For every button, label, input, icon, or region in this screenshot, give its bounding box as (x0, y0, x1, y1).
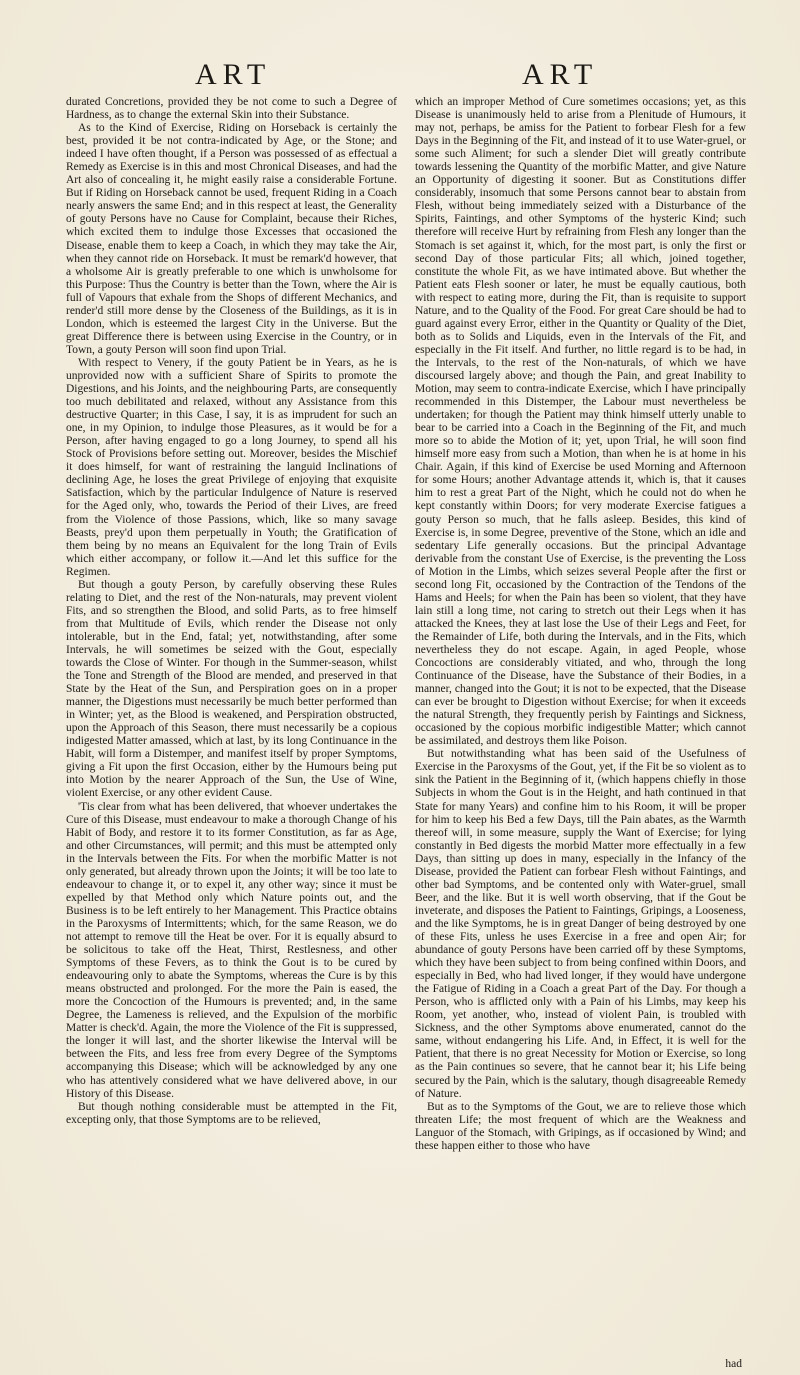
paragraph: 'Tis clear from what has been delivered, that whoever undertakes the Cure of this Disease, must endeavour to make a thorough Change of his Habit of Body, and restore it to its former Constitution, as far as Age, and other Circumstances, will permit; and this must be attempted only in the Intervals between the Fits. For when the morbific Matter is not only generated, but already thrown upon the Joints; it will be too late to endeavour to change it, or to expel it, any other way; since it must be expelled by that Method only which Nature points out, and the Business is to be left entirely to her Management. This Practice obtains in the Paroxysms of Intermittents; which, for the same Reason, we do not attempt to remove till the Heat be over. For it is equally absurd to be solicitous to take off the Heat, Thirst, Restlesness, and other Symptoms of these Fevers, as to think the Gout is to be cured by endeavouring only to abate the Symptoms, whereas the Cure is by this means obstructed and prolonged. For the more the Pain is eased, the more the Concoction of the Humours is prevented; and, in the same Degree, the Lameness is relieved, and the Expulsion of the morbific Matter is check'd. Again, the more the Violence of the Fit is suppressed, the longer it will last, and the shorter likewise the Interval will be between the Fits, and less free from every Degree of the Symptoms accompanying this Disease; which will be acknowledged by any one who has attentively considered what we have delivered above, in our History of this Disease. (66, 800, 397, 1100)
right-column (415, 96, 746, 1358)
paragraph: which an improper Method of Cure sometimes occasions; yet, as this Disease is unanimously held to arise from a Plenitude of Humours, it may not, perhaps, be amiss for the Patient to forbear Flesh for a few Days in the Beginning of the Fit, and instead of it to use Water-gruel, or some such Aliment; for such a slender Diet will greatly contribute towards lessening the Quantity of the morbific Matter, and give Nature an Opportunity of digesting it sooner. But as Constitutions differ considerably, insomuch that some Persons cannot bear to abstain from Flesh, without being immediately seized with a Disturbance of the Spirits, Faintings, and other Symptoms of the hysteric Kind; such therefore will receive Hurt by refraining from Flesh any longer than the Stomach is set against it, which, for the most part, is only the first or second Day of those particular Fits; all which, joined together, constitute the whole Fit, as we have intimated above. But whether the Patient eats Flesh sooner or later, he must be equally cautious, both with respect to eating more, during the Fit, than is requisite to support Nature, and to the Quality of the Food. For great Care should be had to guard against every Error, either in the Quantity or Quality of the Diet, both as to Solids and Liquids, even in the Intervals of the Fit, and especially in the Fit itself. And further, no little regard is to be had, in the Intervals, to the rest of the Non-naturals, of which we have discoursed largely above; and though the Pain, and great Inability to Motion, may seem to contra-indicate Exercise, which I have principally recommended in this Distemper, the Labour must nevertheless be undertaken; for though the Patient may think himself utterly unable to bear to be carried into a Coach in the Beginning of the Fit, and much more so to abide the Motion of it; yet, upon Trial, he will soon find himself more easy from such a Motion, than when he is at home in his Chair. Again, if this kind of Exercise be used Morning and Afternoon for some Hours; another Advantage attends it, which is, that it causes him to rest a great Part of the Night, which he could not do when he kept constantly within Doors; for very moderate Exercise fatigues a gouty Person so much, that he falls asleep. Besides, this kind of Exercise is, in some Degree, preventive of the Stone, which an idle and sedentary Life generally occasions. But the principal Advantage derivable from the constant Use of Exercise, is the preventing the Loss of Motion in the Limbs, which seizes several People after the first or second long Fit, occasioned by the Contraction of the Tendons of the Hams and Heels; for when the Pain has been so violent, that they have lain still a long time, not caring to stretch out their Legs when it has attacked the Knees, they at last lose the Use of their Legs and Feet, for the Remainder of Life, both during the Intervals, and in the Fits, which nevertheless they do not escape. Again, in aged People, whose Concoctions are considerably vitiated, and who, through the long Continuance of the Disease, have the Substance of their Bodies, in a manner, changed into the Gout; it is not to be expected, that the Disease can ever be brought to Digestion without Exercise; for when it exceeds the natural Strength, they frequently perish by Faintings and Sickness, occasioned by the copious morbific indigestible Matter; which cannot be assimilated, and destroys them like Poison. (415, 96, 746, 748)
running-header (0, 58, 800, 94)
left-column (66, 96, 397, 1358)
paragraph: But though a gouty Person, by carefully observing these Rules relating to Diet, and the rest of the Non-naturals, may prevent violent Fits, and so strengthen the Blood, and solid Parts, as to free himself from that Multitude of Evils, which render the Disease not only intolerable, but in the End, fatal; yet, notwithstanding, after some Intervals, he will sometimes be seized with the Gout, especially towards the Close of Winter. For though in the Summer-season, whilst the Tone and Strength of the Blood are mended, and preserved in that State by the Heat of the Sun, and Perspiration goes on in a proper manner, the Digestions must necessarily be much better performed than in Winter; yet, as the Blood is weakened, and Perspiration obstructed, upon the Approach of this Season, there must necessarily be a copious indigested Matter amassed, which at last, by its long Continuance in the Habit, will form a Distemper, and manifest itself by proper Symptoms, giving a Fit upon the first Occasion, either by the Humours being put into Motion by the nearer Approach of the Sun, the Use of Wine, violent Exercise, or any other evident Cause. (66, 578, 397, 800)
catchword: had (725, 1358, 742, 1370)
paragraph: But though nothing considerable must be attempted in the Fit, excepting only, that those Symptoms are to be relieved, (66, 1100, 397, 1126)
header-left: ART (195, 58, 272, 91)
header-right: ART (522, 58, 599, 91)
paragraph: durated Concretions, provided they be not come to such a Degree of Hardness, as to change the external Skin into their Substance. (66, 96, 397, 122)
paragraph: But as to the Symptoms of the Gout, we are to relieve those which threaten Life; the most frequent of which are the Weakness and Languor of the Stomach, with Gripings, as if occasioned by Wind; and these happen either to those who have (415, 1100, 746, 1152)
paragraph: But notwithstanding what has been said of the Usefulness of Exercise in the Paroxysms of the Gout, yet, if the Fit be so violent as to sink the Patient in the Beginning of it, (which happens chiefly in those Subjects in whom the Gout is in the Height, and hath continued in that State for many Years) and confine him to his Room, it will be proper for him to keep his Bed a few Days, till the Pain abates, as the Warmth thereof will, in some measure, supply the Want of Exercise; for lying constantly in Bed digests the morbid Matter more effectually in a few Days, than sitting up does in many, especially in the Infancy of the Disease, provided the Patient can forbear Flesh without Faintings, and other bad Symptoms, and be contented only with Water-gruel, small Beer, and the like. But it is well worth observing, that if the Gout be inveterate, and disposes the Patient to Faintings, Gripings, a Looseness, and the like Symptoms, he is in great Danger of being destroyed by one of these Fits, unless he uses Exercise in a free and open Air; for abundance of gouty Persons have been carried off by these Symptoms, which they have been subject to from being confined within Doors, and especially in Bed, who had lived longer, if they would have undergone the Fatigue of Riding in a Coach a great Part of the Day. For though a Person, who is afflicted only with a Pain of his Limbs, may keep his Room, yet another, who, instead of violent Pain, is troubled with Sickness, and the other Symptoms above enumerated, cannot do the same, without endangering his Life. And, in Effect, it is well for the Patient, that there is no great Necessity for Motion or Exercise, so long as the Pain continues so severe, that he cannot bear it; his Life being secured by the Pain, which is the salutary, though disagreeable Remedy of Nature. (415, 748, 746, 1100)
paragraph: As to the Kind of Exercise, Riding on Horseback is certainly the best, provided it be not contra-indicated by Age, or the Stone; and indeed I have often thought, if a Person was possessed of as effectual a Remedy as Exercise is in this and most Chronical Diseases, and had the Art also of concealing it, he might easily raise a considerable Fortune. But if Riding on Horseback cannot be used, frequent Riding in a Coach nearly answers the same End; and in this respect at least, the Generality of gouty Persons have no Cause for Complaint, because their Riches, which excited them to indulge those Excesses that occasioned the Disease, enable them to keep a Coach, in which they may take the Air, when they cannot ride on Horseback. It must be remark'd however, that a wholsome Air is greatly preferable to one which is unwholsome for this Purpose: Thus the Country is better than the Town, where the Air is full of Vapours that exhale from the Shops of different Mechanics, and render'd still more dense by the Closeness of the Buildings, as it is in London, which is esteemed the largest City in the Universe. But the great Difference there is between using Exercise in the Country, or in Town, a gouty Person will soon find upon Trial. (66, 122, 397, 356)
paragraph: With respect to Venery, if the gouty Patient be in Years, as he is unprovided now with a sufficient Share of Spirits to promote the Digestions, and his Joints, and the neighbouring Parts, are consequently too much debilitated and relaxed, without any Assistance from this destructive Quarter; in this Case, I say, it is as imprudent for such an one, in my Opinion, to indulge those Pleasures, as it would be for a Person, after having engaged to go a long Journey, to spend all his Stock of Provisions before setting out. Moreover, besides the Mischief it does himself, for want of restraining the languid Inclinations of declining Age, he loses the great Privilege of enjoying that exquisite Satisfaction, which by the particular Indulgence of Nature is reserved for the Aged only, who, towards the Period of their Lives, are freed from the Violence of those Passions, which, like so many savage Beasts, prey'd upon them perpetually in Youth; the Gratification of them being by no means an Equivalent for the long Train of Evils which either accompany, or follow it.—And let this suffice for the Regimen. (66, 356, 397, 578)
text-columns (66, 96, 746, 1358)
